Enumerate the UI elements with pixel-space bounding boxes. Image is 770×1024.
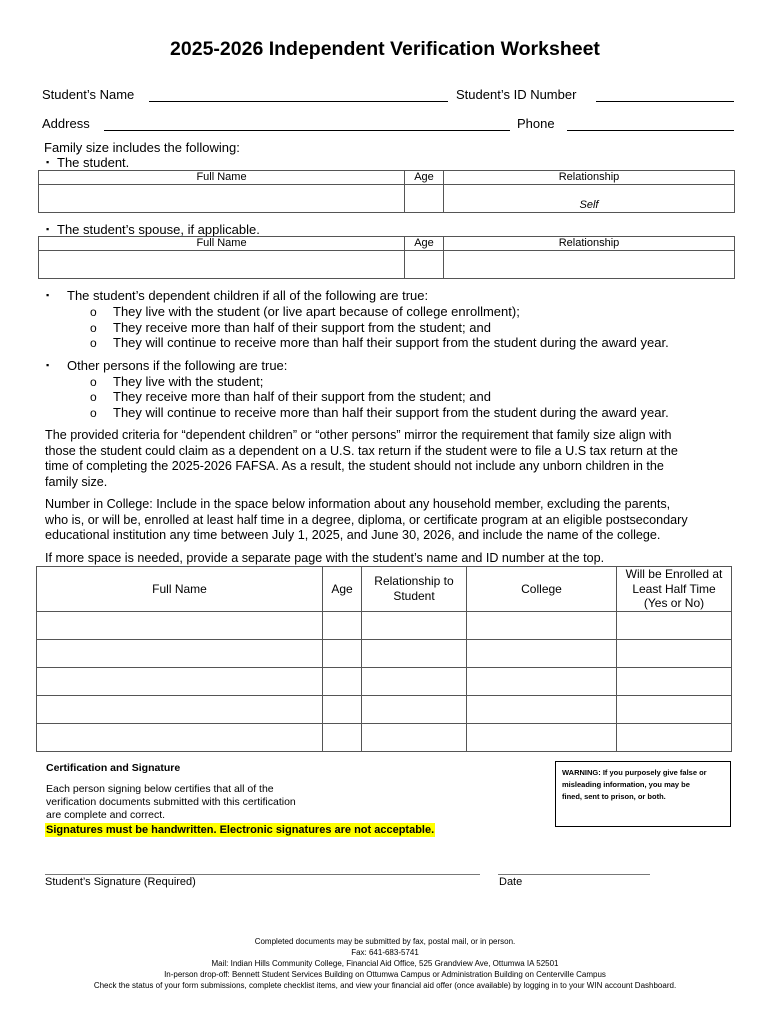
other-condition: They will continue to receive more than half their support from the student during the award year. (113, 405, 669, 420)
paragraph-line: who is, or will be, enrolled at least half time in a degree, diploma, or certificate program at an eligible postsecondary (45, 512, 688, 527)
footer-status-note: Check the status of your form submissions, complete checklist items, and view your financial aid offer (once available) by logging in to your WIN account Dashboard. (93, 981, 677, 990)
college-cell[interactable] (467, 667, 617, 695)
bullet-icon: ▪ (46, 157, 50, 167)
warning-line: WARNING: If you purposely give false or (562, 768, 707, 777)
sub-bullet-icon: o (90, 305, 97, 319)
age-cell[interactable] (323, 611, 362, 639)
college-cell[interactable] (467, 723, 617, 751)
footer-fax: Fax: 641-683-5741 (351, 948, 419, 957)
warning-box (555, 761, 731, 827)
certification-heading: Certification and Signature (46, 762, 181, 774)
college-cell[interactable] (467, 639, 617, 667)
col-age-header: Age (323, 567, 362, 612)
family-spouse-item: The student’s spouse, if applicable. (57, 222, 260, 237)
phone-label: Phone (517, 116, 555, 131)
address-label: Address (42, 116, 90, 131)
enrolled-header-text: Will be Enrolled at Least Half Time (Yes or No) (625, 567, 723, 610)
paragraph-line: those the student could claim as a dependent on a U.S. tax return if the student were to file a U.S tax return at the (45, 443, 678, 458)
name-cell[interactable] (37, 667, 323, 695)
name-cell[interactable] (37, 611, 323, 639)
student-table (38, 170, 735, 213)
col-full-name-header: Full Name (39, 171, 405, 185)
warning-line: misleading information, you may be (562, 780, 690, 789)
enrolled-cell[interactable] (617, 723, 732, 751)
footer-dropoff: In-person drop-off: Bennett Student Services Building on Ottumwa Campus or Administration Building on Centerville Campus (164, 970, 606, 979)
sub-bullet-icon: o (90, 336, 97, 350)
date-field[interactable] (498, 874, 650, 875)
dependent-children-lead: The student’s dependent children if all of the following are true: (67, 288, 429, 303)
age-cell[interactable] (323, 695, 362, 723)
handwritten-signature-note: Signatures must be handwritten. Electronic signatures are not acceptable. (46, 824, 435, 836)
relationship-cell[interactable] (362, 695, 467, 723)
enrolled-cell[interactable] (617, 611, 732, 639)
college-paragraph (45, 497, 745, 544)
relationship-cell[interactable] (362, 639, 467, 667)
relationship-header-text: Relationship to Student (374, 573, 454, 603)
col-full-name-header: Full Name (39, 237, 405, 251)
enrolled-cell[interactable] (617, 639, 732, 667)
other-persons-lead: Other persons if the following are true: (67, 358, 288, 373)
student-relationship-cell: Self (444, 185, 735, 213)
student-signature-label: Student’s Signature (Required) (45, 876, 196, 888)
sub-bullet-icon: o (90, 390, 97, 404)
sub-bullet-icon: o (90, 321, 97, 335)
table-row (37, 667, 732, 695)
table-row (37, 611, 732, 639)
student-name-label: Student’s Name (42, 87, 135, 102)
bullet-icon: ▪ (46, 360, 50, 370)
certification-line: Each person signing below certifies that all of the (46, 783, 274, 795)
sub-bullet-icon: o (90, 375, 97, 389)
col-relationship-header: Relationship (444, 237, 735, 251)
dependent-condition: They receive more than half of their support from the student; and (113, 320, 491, 335)
bullet-icon: ▪ (46, 290, 50, 300)
college-cell[interactable] (467, 611, 617, 639)
name-cell[interactable] (37, 695, 323, 723)
student-id-label: Student’s ID Number (456, 87, 577, 102)
footer-mail: Mail: Indian Hills Community College, Financial Aid Office, 525 Grandview Ave, Ottumwa IA 52501 (211, 959, 559, 968)
relationship-cell[interactable] (362, 667, 467, 695)
enrolled-cell[interactable] (617, 667, 732, 695)
paragraph-line: Number in College: Include in the space below information about any household member, excluding the parents, (45, 497, 671, 511)
name-cell[interactable] (37, 639, 323, 667)
other-condition: They live with the student; (113, 374, 264, 389)
col-relationship-header (362, 567, 467, 612)
spouse-relationship-cell[interactable] (444, 251, 735, 279)
student-name-field[interactable] (149, 101, 448, 102)
paragraph-line: time of completing the 2025-2026 FAFSA. As a result, the student should not include any unborn children in the (45, 459, 664, 473)
student-age-cell[interactable] (405, 185, 444, 213)
certification-line: verification documents submitted with this certification (46, 796, 296, 808)
certification-body (46, 783, 296, 822)
more-space-note: If more space is needed, provide a separate page with the student’s name and ID number at the top. (45, 551, 605, 565)
date-label: Date (499, 876, 523, 888)
certification-line: are complete and correct. (46, 809, 166, 821)
criteria-paragraph (45, 428, 745, 490)
enrolled-cell[interactable] (617, 695, 732, 723)
student-full-name-cell[interactable] (39, 185, 405, 213)
dependent-condition: They will continue to receive more than half their support from the student during the award year. (113, 335, 669, 350)
age-cell[interactable] (323, 723, 362, 751)
bullet-icon: ▪ (46, 224, 50, 234)
col-enrolled-header (617, 567, 732, 612)
spouse-table (38, 236, 735, 279)
col-relationship-header: Relationship (444, 171, 735, 185)
page-title: 2025-2026 Independent Verification Worksheet (170, 38, 600, 60)
col-full-name-header: Full Name (37, 567, 323, 612)
other-condition: They receive more than half of their support from the student; and (113, 389, 491, 404)
family-size-intro: Family size includes the following: (44, 140, 240, 155)
col-age-header: Age (405, 171, 444, 185)
spouse-full-name-cell[interactable] (39, 251, 405, 279)
relationship-cell[interactable] (362, 723, 467, 751)
table-row (37, 639, 732, 667)
paragraph-line: family size. (45, 474, 108, 489)
spouse-age-cell[interactable] (405, 251, 444, 279)
age-cell[interactable] (323, 667, 362, 695)
age-cell[interactable] (323, 639, 362, 667)
footer-submission-note: Completed documents may be submitted by fax, postal mail, or in person. (254, 937, 516, 946)
col-college-header: College (467, 567, 617, 612)
family-student-item: The student. (57, 155, 130, 170)
col-age-header: Age (405, 237, 444, 251)
table-row (37, 723, 732, 751)
dependent-condition: They live with the student (or live apart because of college enrollment); (113, 304, 520, 319)
warning-line: fined, sent to prison, or both. (562, 792, 666, 801)
college-cell[interactable] (467, 695, 617, 723)
name-cell[interactable] (37, 723, 323, 751)
phone-field[interactable] (567, 130, 734, 131)
college-table (36, 566, 732, 752)
sub-bullet-icon: o (90, 406, 97, 420)
table-row (37, 695, 732, 723)
paragraph-line: educational institution any time between July 1, 2025, and June 30, 2026, and include the name of the college. (45, 528, 661, 542)
relationship-cell[interactable] (362, 611, 467, 639)
student-signature-field[interactable] (45, 874, 480, 875)
student-id-field[interactable] (596, 101, 734, 102)
address-field[interactable] (104, 130, 510, 131)
paragraph-line: The provided criteria for “dependent children” or “other persons” mirror the requirement that family size align with (45, 428, 672, 442)
